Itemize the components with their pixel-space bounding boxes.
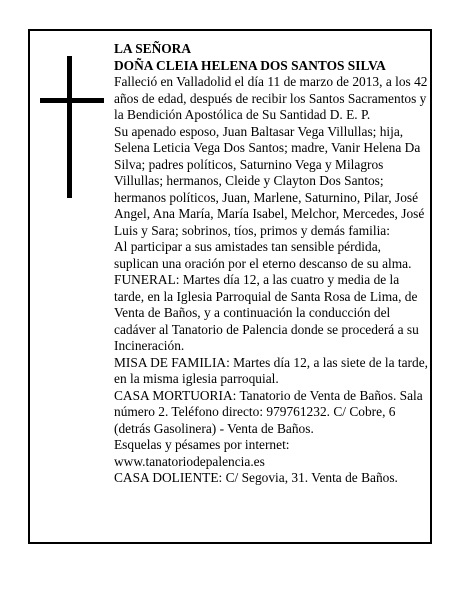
prayer-request: Al participar a sus amistades tan sensible pérdida, suplican una oración por el eterno descanso de su alma.: [114, 239, 412, 271]
mortuary-info: CASA MORTUORIA: Tanatorio de Venta de Baños. Sala número 2. Teléfono directo: 979761232. C/ Cobre, 6 (detrás Gasolinera) - Venta de Baños.: [114, 387, 423, 436]
obituary-card: [28, 29, 432, 544]
cross-icon: [40, 56, 104, 198]
notice-title: LA SEÑORA: [114, 41, 192, 56]
cross-vertical-bar: [67, 56, 72, 198]
death-announcement: Falleció en Valladolid el día 11 de marzo de 2013, a los 42 años de edad, después de recibir los Santos Sacramentos y la Bendición Apostólica de Su Santidad D. E. P.: [114, 74, 428, 122]
mourning-house: CASA DOLIENTE: C/ Segovia, 31. Venta de Baños.: [114, 470, 398, 485]
family-list: Su apenado esposo, Juan Baltasar Vega Villullas; hija, Selena Leticia Vega Dos Santos; madre, Vanir Helena Da Silva; padres políticos, Saturnino Vega y Milagros Villullas; hermanos, Cleide y Clayton Dos Santos; hermanos políticos, Juan, Marlene, Saturnino, Pilar, José Angel, Ana María, María Isabel, Melchor, Mercedes, José Luis y Sara; sobrinos, tíos, primos y demás familia:: [114, 123, 425, 238]
deceased-name: DOÑA CLEIA HELENA DOS SANTOS SILVA: [114, 57, 386, 73]
online-condolences: Esquelas y pésames por internet: www.tanatoriodepalencia.es: [114, 437, 290, 469]
funeral-info: FUNERAL: Martes día 12, a las cuatro y media de la tarde, en la Iglesia Parroquial de Santa Rosa de Lima, de Venta de Baños, y a continuación la conducción del cadáver al Tanatorio de Palencia donde se procederá a su Incineración.: [114, 272, 419, 353]
obituary-text: [114, 41, 428, 487]
cross-horizontal-bar: [40, 98, 104, 103]
family-mass-info: MISA DE FAMILIA: Martes día 12, a las siete de la tarde, en la misma iglesia parroquial.: [114, 354, 428, 386]
